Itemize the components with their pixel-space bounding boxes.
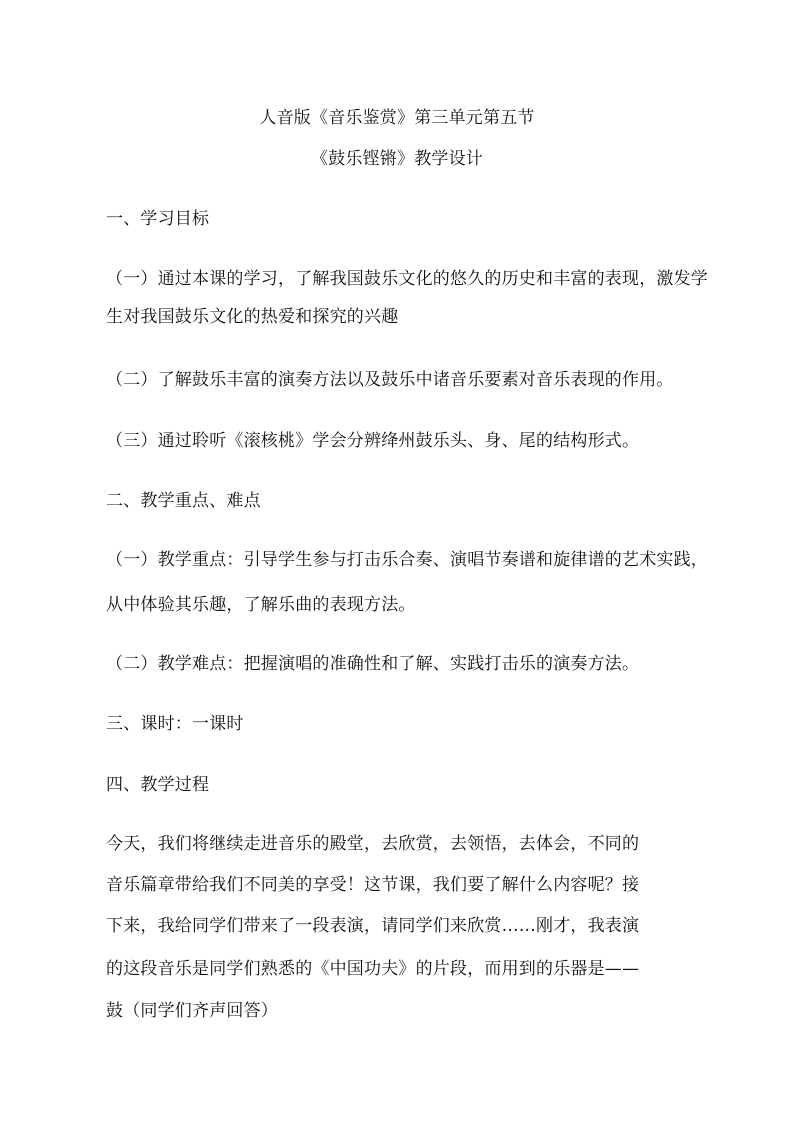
section-heading-goals: 一、学习目标	[106, 209, 210, 229]
process-paragraph-line-2: 音乐篇章带给我们不同美的享受！这节课，我们要了解什么内容呢？接	[106, 875, 640, 895]
goal-3: （三）通过聆听《滚核桃》学会分辨绛州鼓乐头、身、尾的结构形式。	[106, 431, 640, 451]
section-heading-focus: 二、教学重点、难点	[106, 491, 261, 511]
goal-2: （二）了解鼓乐丰富的演奏方法以及鼓乐中诸音乐要素对音乐表现的作用。	[106, 370, 674, 390]
process-paragraph-line-3: 下来，我给同学们带来了一段表演，请同学们来欣赏……刚才，我表演	[106, 916, 640, 936]
goal-1-line-1: （一）通过本课的学习，了解我国鼓乐文化的悠久的历史和丰富的表现，激发学	[106, 269, 708, 289]
section-hours: 三、课时：一课时	[106, 714, 244, 734]
focus-1-line-1: （一）教学重点：引导学生参与打击乐合奏、演唱节奏谱和旋律谱的艺术实践，	[106, 550, 708, 570]
process-paragraph-line-4: 的这段音乐是同学们熟悉的《中国功夫》的片段，而用到的乐器是——	[106, 959, 640, 979]
goal-1-line-2: 生对我国鼓乐文化的热爱和探究的兴趣	[106, 307, 399, 327]
focus-2: （二）教学难点：把握演唱的准确性和了解、实践打击乐的演奏方法。	[106, 654, 640, 674]
document-title: 人音版《音乐鉴赏》第三单元第五节	[259, 108, 535, 128]
section-heading-process: 四、教学过程	[106, 775, 210, 795]
document-subtitle: 《鼓乐铿锵》教学设计	[311, 149, 483, 169]
process-paragraph-line-1: 今天，我们将继续走进音乐的殿堂，去欣赏，去领悟，去体会，不同的	[106, 834, 640, 854]
process-paragraph-line-5: 鼓（同学们齐声回答）	[106, 1001, 278, 1021]
focus-1-line-2: 从中体验其乐趣，了解乐曲的表现方法。	[106, 595, 416, 615]
